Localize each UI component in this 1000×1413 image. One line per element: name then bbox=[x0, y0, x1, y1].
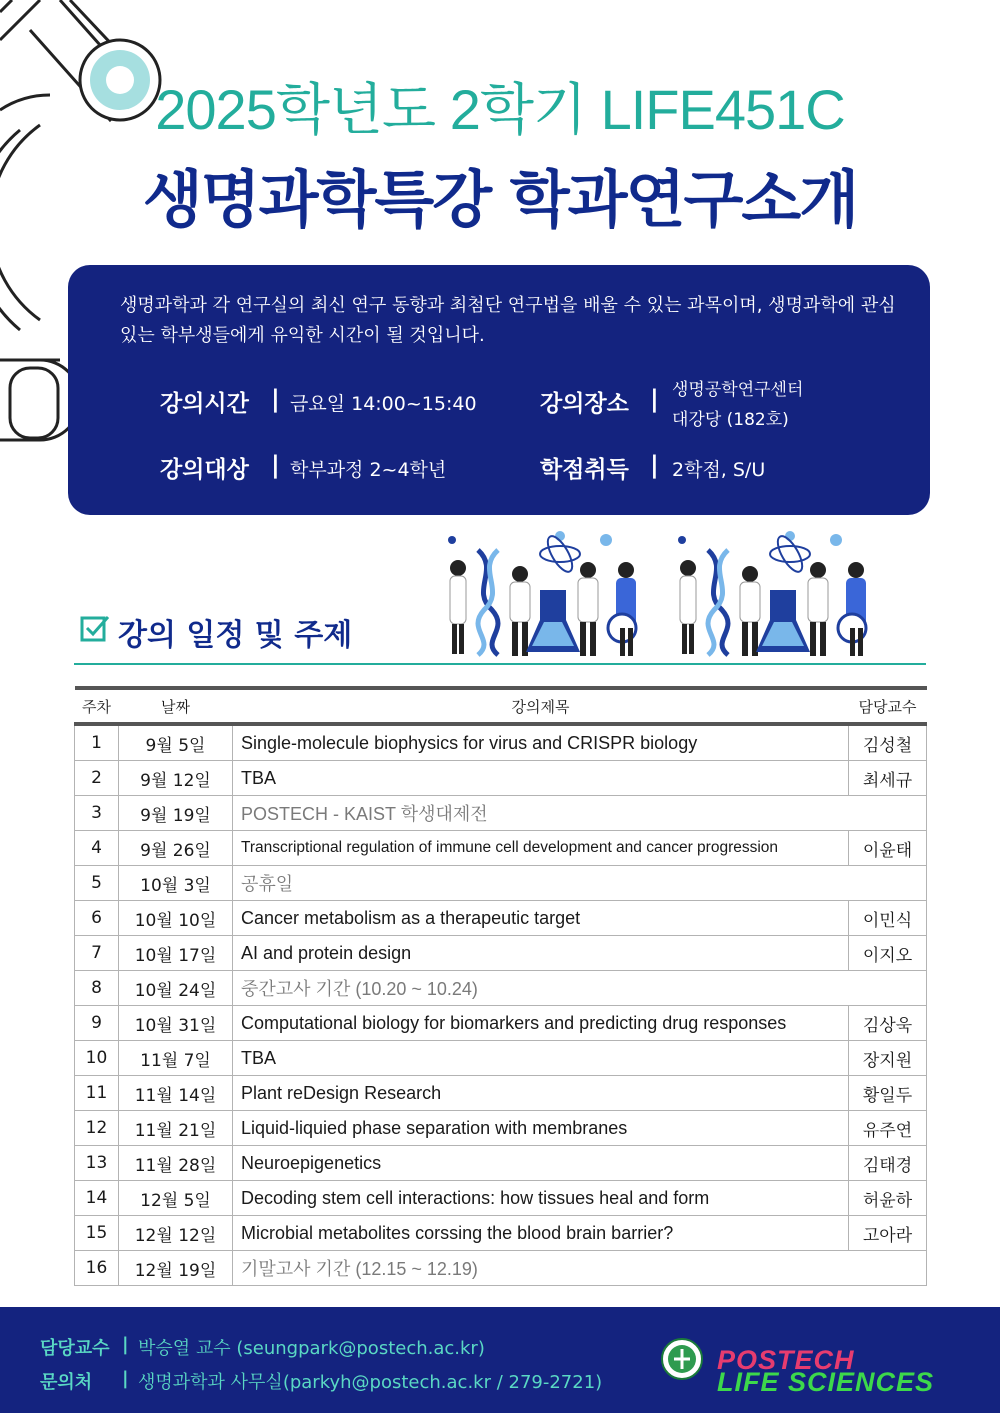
table-row bbox=[75, 831, 927, 866]
week-cell: 5 bbox=[75, 866, 119, 901]
footer-prof-value: 박승열 교수 (seungpark@postech.ac.kr) bbox=[138, 1338, 485, 1359]
professor-cell: 이지오 bbox=[849, 936, 927, 971]
course-intro: 생명과학과 각 연구실의 최신 연구 동향과 최첨단 연구법을 배울 수 있는 과목이며, 생명과학에 관심있는 학부생들에게 유익한 시간이 될 것입니다. bbox=[120, 295, 896, 346]
date-cell: 11월 21일 bbox=[119, 1111, 233, 1146]
footer-contact-value: 생명과학과 사무실(parkyh@postech.ac.kr / 279-2721) bbox=[138, 1372, 603, 1393]
professor-cell: 김상욱 bbox=[849, 1006, 927, 1041]
logo-postech: POSTECH bbox=[717, 1345, 855, 1375]
separator: | bbox=[122, 1368, 129, 1389]
place-value-line1: 생명공학연구센터 bbox=[672, 380, 804, 400]
week-cell: 7 bbox=[75, 936, 119, 971]
page-title-line2: 생명과학특강 학과연구소개 bbox=[142, 163, 858, 236]
topic-cell: Cancer metabolism as a therapeutic target bbox=[233, 901, 849, 936]
header-topic: 강의제목 bbox=[233, 688, 849, 724]
topic-cell: TBA bbox=[233, 761, 849, 796]
date-cell: 12월 12일 bbox=[119, 1216, 233, 1251]
table-row bbox=[75, 1146, 927, 1181]
topic-cell: Plant reDesign Research bbox=[233, 1076, 849, 1111]
page-title-line1: 2025학년도 2학기 LIFE451C bbox=[155, 78, 845, 141]
target-value: 학부과정 2~4학년 bbox=[290, 459, 447, 481]
topic-cell: Liquid-liquied phase separation with membranes bbox=[233, 1111, 849, 1146]
footer-contact-label: 문의처 bbox=[40, 1372, 93, 1393]
date-cell: 10월 3일 bbox=[119, 866, 233, 901]
date-cell: 10월 17일 bbox=[119, 936, 233, 971]
table-row bbox=[75, 796, 927, 831]
professor-cell: 허윤하 bbox=[849, 1181, 927, 1216]
topic-cell: POSTECH - KAIST 학생대제전 bbox=[233, 796, 927, 831]
logo-life-sciences: LIFE SCIENCES bbox=[717, 1367, 935, 1397]
postech-emblem bbox=[660, 1337, 704, 1381]
table-row bbox=[75, 1216, 927, 1251]
topic-cell: 기말고사 기간 (12.15 ~ 12.19) bbox=[233, 1251, 927, 1286]
schedule-table bbox=[74, 686, 927, 1286]
separator: | bbox=[271, 385, 280, 413]
week-cell: 3 bbox=[75, 796, 119, 831]
date-cell: 9월 12일 bbox=[119, 761, 233, 796]
week-cell: 11 bbox=[75, 1076, 119, 1111]
topic-cell: Microbial metabolites corssing the blood brain barrier? bbox=[233, 1216, 849, 1251]
topic-cell: Single-molecule biophysics for virus and CRISPR biology bbox=[233, 724, 849, 761]
table-row bbox=[75, 971, 927, 1006]
week-cell: 1 bbox=[75, 724, 119, 761]
place-value-line2: 대강당 (182호) bbox=[672, 410, 789, 430]
week-cell: 12 bbox=[75, 1111, 119, 1146]
topic-cell: Computational biology for biomarkers and predicting drug responses bbox=[233, 1006, 849, 1041]
topic-cell: 공휴일 bbox=[233, 866, 927, 901]
footer bbox=[0, 1307, 1000, 1413]
professor-cell: 고아라 bbox=[849, 1216, 927, 1251]
professor-cell: 최세규 bbox=[849, 761, 927, 796]
table-row bbox=[75, 1111, 927, 1146]
professor-cell: 이윤태 bbox=[849, 831, 927, 866]
date-cell: 11월 7일 bbox=[119, 1041, 233, 1076]
table-row bbox=[75, 1006, 927, 1041]
credit-value: 2학점, S/U bbox=[672, 459, 766, 481]
date-cell: 10월 24일 bbox=[119, 971, 233, 1006]
week-cell: 10 bbox=[75, 1041, 119, 1076]
header-professor: 담당교수 bbox=[849, 688, 927, 724]
credit-label: 학점취득 bbox=[540, 457, 629, 483]
date-cell: 9월 5일 bbox=[119, 724, 233, 761]
date-cell: 10월 10일 bbox=[119, 901, 233, 936]
week-cell: 15 bbox=[75, 1216, 119, 1251]
table-row bbox=[75, 866, 927, 901]
footer-prof-label: 담당교수 bbox=[40, 1338, 110, 1359]
topic-cell: TBA bbox=[233, 1041, 849, 1076]
table-row bbox=[75, 901, 927, 936]
separator: | bbox=[650, 451, 659, 479]
professor-cell: 김성철 bbox=[849, 724, 927, 761]
topic-cell: Decoding stem cell interactions: how tissues heal and form bbox=[233, 1181, 849, 1216]
table-row bbox=[75, 1076, 927, 1111]
week-cell: 8 bbox=[75, 971, 119, 1006]
divider bbox=[74, 663, 926, 665]
topic-cell: Transcriptional regulation of immune cell development and cancer progression bbox=[233, 831, 849, 866]
table-row bbox=[75, 761, 927, 796]
table-row bbox=[75, 1181, 927, 1216]
date-cell: 12월 19일 bbox=[119, 1251, 233, 1286]
table-header-row bbox=[75, 688, 927, 724]
week-cell: 2 bbox=[75, 761, 119, 796]
table-row bbox=[75, 1041, 927, 1076]
topic-cell: 중간고사 기간 (10.20 ~ 10.24) bbox=[233, 971, 927, 1006]
week-cell: 9 bbox=[75, 1006, 119, 1041]
professor-cell: 이민식 bbox=[849, 901, 927, 936]
date-cell: 9월 19일 bbox=[119, 796, 233, 831]
time-label: 강의시간 bbox=[160, 391, 249, 417]
week-cell: 6 bbox=[75, 901, 119, 936]
topic-cell: Neuroepigenetics bbox=[233, 1146, 849, 1181]
week-cell: 16 bbox=[75, 1251, 119, 1286]
course-info-box bbox=[68, 265, 930, 515]
date-cell: 9월 26일 bbox=[119, 831, 233, 866]
schedule-title: 강의 일정 및 주제 bbox=[118, 618, 353, 653]
professor-cell: 유주연 bbox=[849, 1111, 927, 1146]
table-row bbox=[75, 724, 927, 761]
date-cell: 12월 5일 bbox=[119, 1181, 233, 1216]
professor-cell: 장지원 bbox=[849, 1041, 927, 1076]
week-cell: 14 bbox=[75, 1181, 119, 1216]
separator: | bbox=[122, 1334, 129, 1355]
week-cell: 4 bbox=[75, 831, 119, 866]
table-row bbox=[75, 1251, 927, 1286]
place-label: 강의장소 bbox=[540, 391, 629, 417]
date-cell: 10월 31일 bbox=[119, 1006, 233, 1041]
professor-cell: 김태경 bbox=[849, 1146, 927, 1181]
header-date: 날짜 bbox=[119, 688, 233, 724]
header-week: 주차 bbox=[75, 688, 119, 724]
time-value: 금요일 14:00~15:40 bbox=[290, 393, 477, 415]
table-row bbox=[75, 936, 927, 971]
professor-cell: 황일두 bbox=[849, 1076, 927, 1111]
scientists-illustration bbox=[440, 530, 890, 660]
separator: | bbox=[650, 385, 659, 413]
checkbox-icon bbox=[80, 614, 110, 644]
separator: | bbox=[271, 451, 280, 479]
date-cell: 11월 14일 bbox=[119, 1076, 233, 1111]
target-label: 강의대상 bbox=[160, 457, 249, 483]
week-cell: 13 bbox=[75, 1146, 119, 1181]
topic-cell: AI and protein design bbox=[233, 936, 849, 971]
date-cell: 11월 28일 bbox=[119, 1146, 233, 1181]
